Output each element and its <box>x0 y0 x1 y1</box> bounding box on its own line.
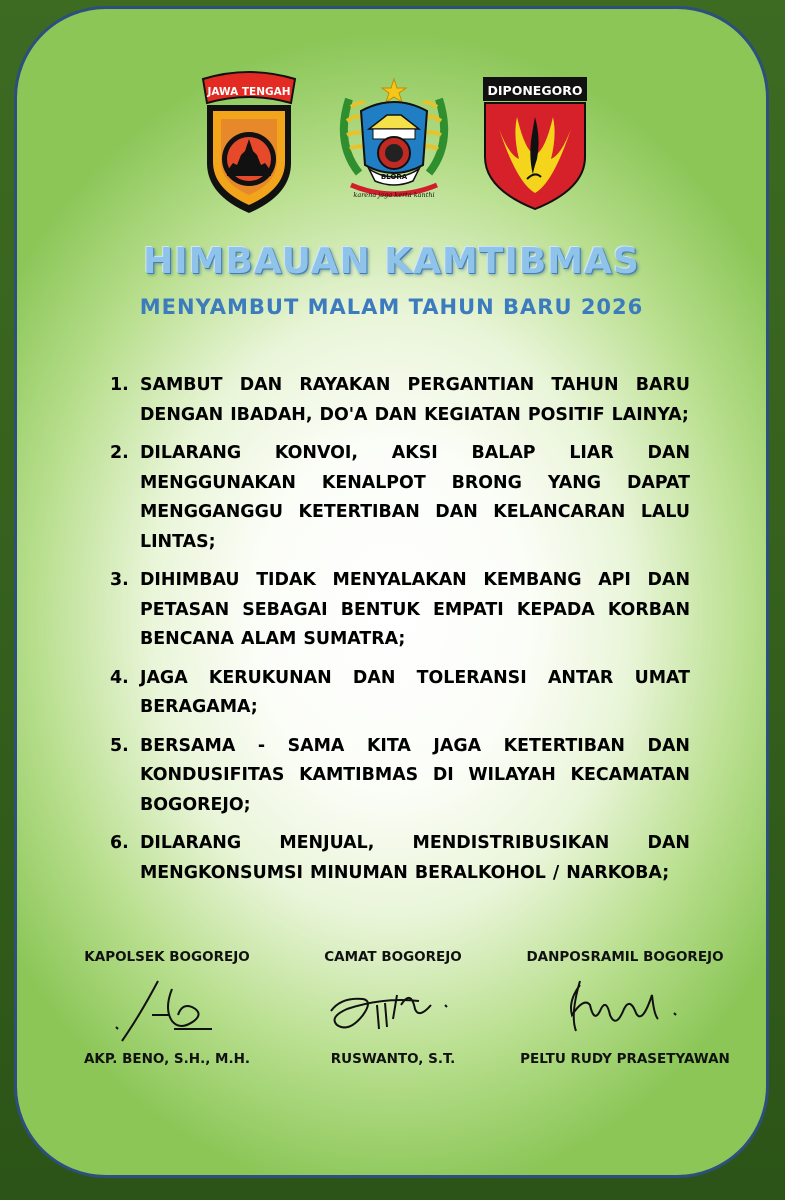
blora-logo-motto: karena jaga kerta kanthi <box>353 191 435 199</box>
item-number: 1. <box>110 375 129 395</box>
diponegoro-logo <box>481 75 589 211</box>
appeal-list <box>110 371 690 897</box>
signature-camat <box>323 975 463 1047</box>
signatory-name: AKP. BENO, S.H., M.H. <box>83 1051 251 1067</box>
diponegoro-logo-text: DIPONEGORO <box>487 83 583 98</box>
item-text: BERSAMA - SAMA KITA JAGA KETERTIBAN DAN KONDUSIFITAS KAMTIBMAS DI WILAYAH KECAMATAN BOGOREJO; <box>140 735 690 815</box>
signature-kapolsek <box>112 975 222 1047</box>
page-subtitle: MENYAMBUT MALAM TAHUN BARU 2026 <box>139 295 644 319</box>
signatory-kapolsek <box>57 949 277 1067</box>
list-item <box>110 439 690 557</box>
item-number: 5. <box>110 735 129 756</box>
item-text: JAGA KERUKUNAN DAN TOLERANSI ANTAR UMAT BERAGAMA; <box>140 667 690 717</box>
signatory-name: RUSWANTO, S.T. <box>330 1051 456 1067</box>
page-title: HIMBAUAN KAMTIBMAS <box>143 241 640 282</box>
signatory-role: KAPOLSEK BOGOREJO <box>84 949 250 965</box>
list-item <box>110 566 690 655</box>
blora-logo <box>329 73 459 203</box>
list-item <box>110 829 690 888</box>
item-number: 2. <box>110 443 129 463</box>
police-logo-text: JAWA TENGAH <box>207 86 291 98</box>
signature-danposramil <box>550 975 700 1047</box>
item-number: 6. <box>110 833 129 853</box>
blora-logo-text: BLORA <box>380 173 408 181</box>
signatory-role: DANPOSRAMIL BOGOREJO <box>526 949 724 965</box>
signatory-camat <box>283 949 503 1067</box>
list-item <box>110 371 690 430</box>
item-text: SAMBUT DAN RAYAKAN PERGANTIAN TAHUN BARU DENGAN IBADAH, DO'A DAN KEGIATAN POSITIF LAINYA; <box>140 375 690 425</box>
police-logo <box>199 67 299 215</box>
signatory-role: CAMAT BOGOREJO <box>324 949 462 965</box>
item-text: DIHIMBAU TIDAK MENYALAKAN KEMBANG API DAN PETASAN SEBAGAI BENTUK EMPATI KEPADA KORBAN BENCANA ALAM SUMATRA; <box>140 570 690 649</box>
list-item <box>110 732 690 821</box>
item-text: DILARANG KONVOI, AKSI BALAP LIAR DAN MENGGUNAKAN KENALPOT BRONG YANG DAPAT MENGGANGGU KETERTIBAN DAN KELANCARAN LALU LINTAS; <box>140 443 690 552</box>
item-text: DILARANG MENJUAL, MENDISTRIBUSIKAN DAN MENGKONSUMSI MINUMAN BERALKOHOL / NARKOBA; <box>140 833 690 883</box>
logo-row <box>17 65 766 225</box>
signature-block <box>57 949 737 1099</box>
item-number: 3. <box>110 570 129 590</box>
signatory-danposramil <box>505 949 745 1067</box>
item-number: 4. <box>110 667 129 688</box>
poster-card <box>14 6 769 1178</box>
signatory-name: PELTU RUDY PRASETYAWAN <box>520 1051 730 1067</box>
list-item <box>110 664 690 723</box>
